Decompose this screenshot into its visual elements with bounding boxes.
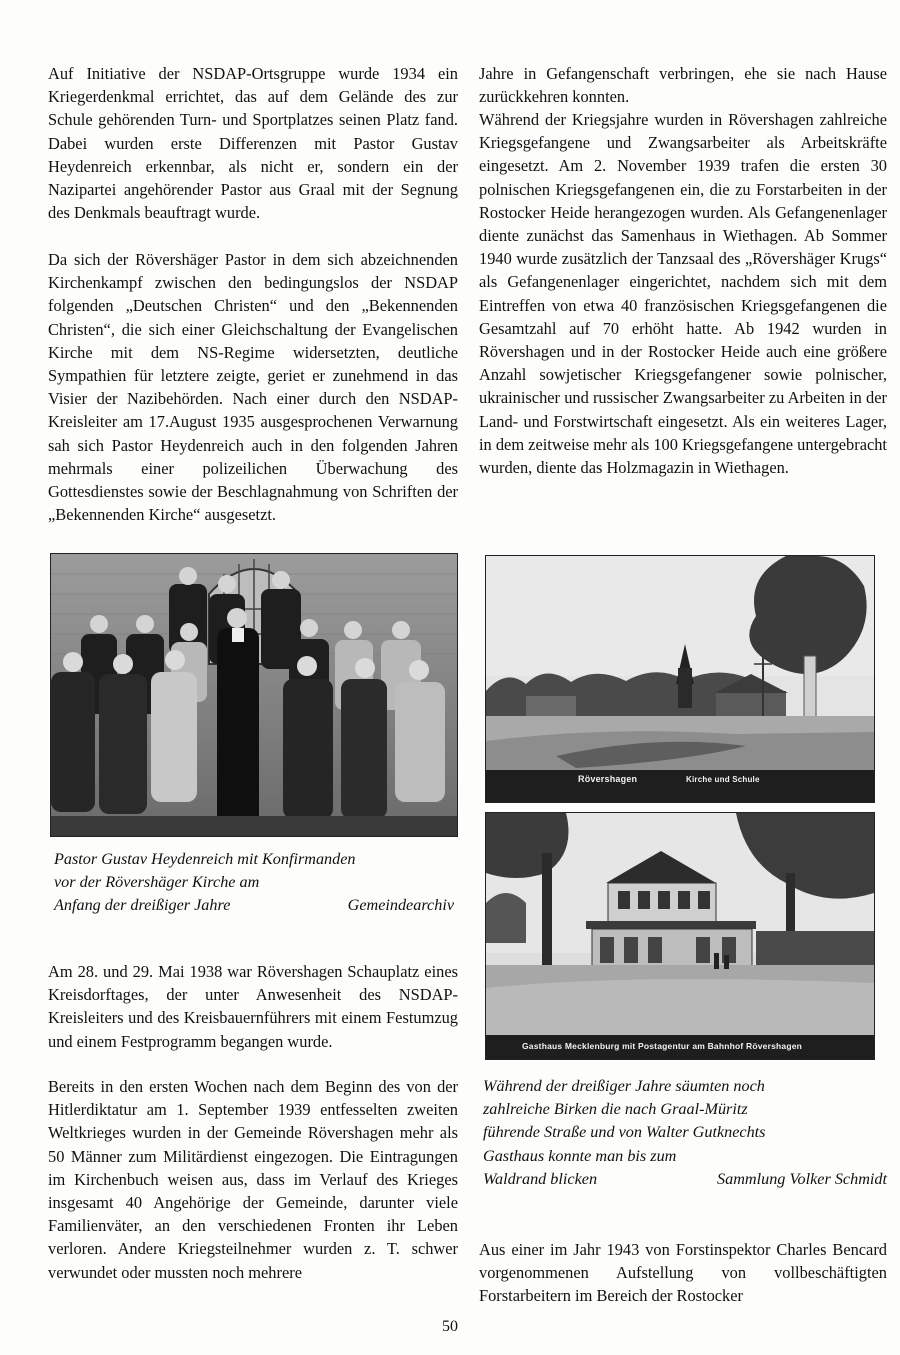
photo-pastor-confirmands [50,553,458,837]
caption-line: Pastor Gustav Heydenreich mit Konfirmanden [54,850,356,868]
caption-line: zahlreiche Birken die nach Graal-Müritz [483,1100,748,1119]
caption-line-text: Anfang der dreißiger Jahre [54,896,231,915]
paragraph-kirchenkampf: Da sich der Rövershäger Pastor in dem sich abzeichnenden Kirchenkampf zwischen den bedingungslos der NSDAP folgenden „Deutschen Christen“ und den „Bekennenden Christen“, die sich einer Gleichschaltung der Evangelischen Kirche mit dem NS-Regime widersetzten, deutliche Sympathien für letztere zeigte, geriet er zunehmend in das Visier der Nazibehörden. Nach einer durch den NSDAP-Kreisleiter am 17.August 1935 ausgesprochenen Verwarnung sah sich Pastor Heydenreich auch in den folgenden Jahren mehrmals einer polizeilichen Überwachung des Gottesdienstes sowie der Beschlagnahmung von Schriften der „Bekennenden Kirche“ ausgesetzt. [48,250,458,525]
postcard-kirche-schule [485,555,875,803]
photo-pastor-confirmands-image [51,554,457,836]
caption-line: Gasthaus konnte man bis zum [483,1146,677,1165]
caption-line-text: Waldrand blicken [483,1169,598,1188]
paragraph-kriegerdenkmal: Auf Initiative der NSDAP-Ortsgruppe wurde 1934 ein Kriegerdenkmal errichtet, das auf dem Gelände des zur Schule gehörenden Turn- und Sportplatzes seinen Platz fand. Dabei wurden erste Differenzen mit Pastor Gustav Heydenreich erkennbar, als nicht er, sondern ein der Nazipartei angehörender Pastor aus Graal mit der Segnung des Denkmals beauftragt wurde. [48,64,458,223]
paragraph-weltkrieg: Bereits in den ersten Wochen nach dem Beginn des von der Hitlerdiktatur am 1. September 1939 entfesselten zweiten Weltkrieges wurden in der Gemeinde Rövershagen mehr als 50 Männer zum Militärdienst eingezogen. Die Eintragungen im Kirchenbuch weisen aus, dass im Verlauf des Krieges insgesamt 40 Angehörige der Gemeinde, darunter viele Familienväter, an den verschiedenen Fronten ihr Leben verloren. Andere Kriegsteilnehmer wurden z. T. schwer verwundet oder mussten noch mehrere [48,1077,458,1282]
postcard-gasthaus-mecklenburg [485,812,875,1060]
caption-line: vor der Rövershäger Kirche am [54,873,260,892]
paragraph-forstarbeiter: Aus einer im Jahr 1943 von Forstinspektor Charles Bencard vorgenommenen Aufstellung von vollbeschäftigten Forstarbeitern im Bereich der Rostocker [479,1240,887,1306]
caption-line [483,1168,887,1191]
caption-line [54,894,454,917]
paragraph-kreisdorftag: Am 28. und 29. Mai 1938 war Rövershagen Schauplatz eines Kreisdorftages, der unter Anwesenheit des NSDAP-Kreisleiters und des Kreisbauernführers mit einem Festumzug und einem Festprogramm begangen wurde. [48,962,458,1051]
caption-line: Während der dreißiger Jahre säumten noch [483,1077,765,1095]
caption-birken [483,1075,887,1191]
postcard-label-subject: Kirche und Schule [686,775,760,784]
caption-confirmands [54,848,454,918]
paragraph-gefangenschaft: Jahre in Gefangenschaft verbringen, ehe sie nach Hause zurückkehren konnten. [479,64,887,107]
postcard-label-place: Rövershagen [578,774,638,784]
paragraph-kriegsgefangene: Während der Kriegsjahre wurden in Rövershagen zahlreiche Kriegsgefangene und Zwangsarbeiter als Arbeitskräfte eingesetzt. Am 2. November 1939 trafen die ersten 30 polnischen Kriegsgefangenen ein, die zu Forstarbeiten in der Rostocker Heide herangezogen wurden. Als Gefangenenlager diente zunächst das Samenhaus in Wiethagen. Ab Sommer 1940 wurde zusätzlich der Tanzsaal des „Rövershäger Krugs“ als Gefangenenlager eingerichtet, nachdem sich mit dem Eintreffen von etwa 40 französischen Kriegsgefangenen die Gesamtzahl auf 70 erhöht hatte. Ab 1942 wurden in Rövershagen und in der Rostocker Heide auch eine größere Anzahl sowjetischer Kriegsgefangener sowie polnischer, ukrainischer und russischer Zwangsarbeiter zu Arbeiten in der Land- und Forstwirtschaft eingesetzt. Als ein weiteres Lager, in dem zeitweise mehr als 100 Kriegsgefangene untergebracht wurden, diente das Holzmagazin in Wiethagen. [479,110,887,478]
postcard-label-gasthaus: Gasthaus Mecklenburg mit Postagentur am Bahnhof Rövershagen [522,1041,803,1051]
caption-line: führende Straße und von Walter Gutknechts [483,1123,766,1142]
postcard-gasthaus-mecklenburg-image [486,813,874,1059]
postcard-kirche-schule-image [486,556,874,802]
photo-credit: Gemeindearchiv [347,896,454,915]
photo-credit: Sammlung Volker Schmidt [717,1169,887,1188]
page-number: 50 [442,1318,458,1335]
